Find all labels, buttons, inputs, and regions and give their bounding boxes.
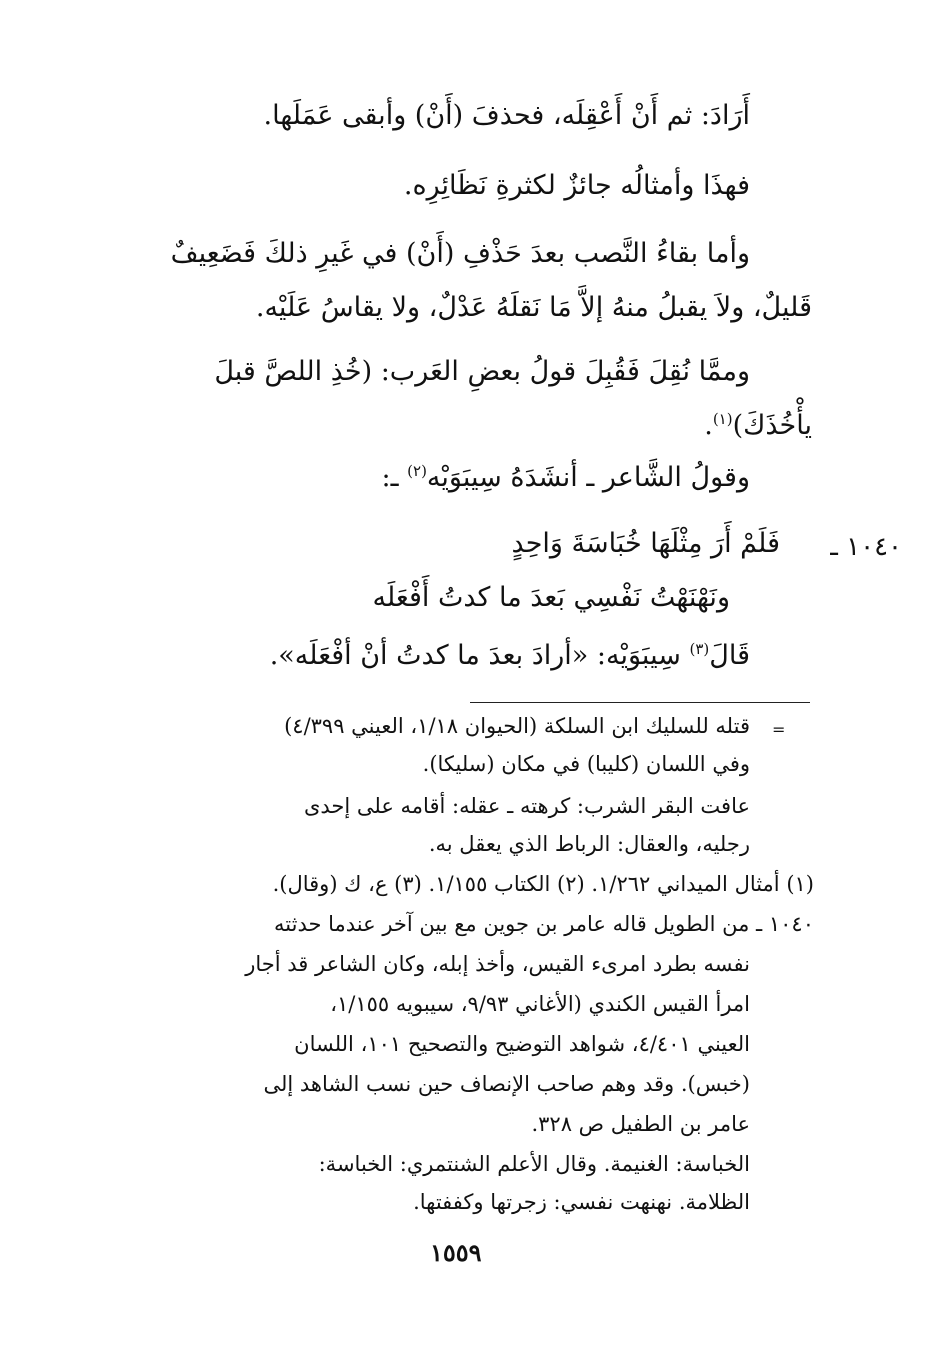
continuation-mark: = [772, 720, 786, 739]
main-line-quote-text: سِيبَوَيْه: «أرادَ بعدَ ما كدتُ أنْ أفْعَلَه». [269, 640, 681, 671]
main-line-5: وممَّا نُقِلَ فَقُبِلَ قولُ بعضِ العَرب: (خُذِ اللصَّ قبلَ [214, 356, 750, 387]
footnote-line-4: رجليه، والعقال: الرباط الذي يعقل به. [428, 832, 750, 856]
footnote-line-8: امرأ القيس الكندي (الأغاني ٩/٩٣، سيبويه ١/١٥٥، [330, 992, 750, 1016]
footnote-line-5: (١) أمثال الميداني ١/٢٦٢. (٢) الكتاب ١/١٥٥. (٣) ع، ك (وقال). [272, 872, 814, 896]
main-line-quote [270, 640, 750, 671]
footnote-ref-2: (٢) [407, 462, 427, 480]
footnote-line-2: وفي اللسان (كليبا) في مكان (سليكا). [422, 752, 750, 776]
footnote-line-9: العيني ٤/٤٠١، شواهد التوضيح والتصحيح ١٠١، اللسان [294, 1032, 750, 1056]
main-line-1: أَرَادَ: ثم أَنْ أَعْقِلَه، فحذفَ (أَنْ) وأبقى عَمَلَها. [263, 100, 750, 131]
main-line-7-text: وقولُ الشَّاعر ـ أنشَدَهُ سِيبَوَيْه [426, 462, 750, 493]
main-line-2: فهذَا وأمثالُه جائزٌ لكثرةِ نَظَائِرِه. [403, 170, 750, 201]
main-line-6 [704, 410, 812, 441]
footnote-line-12: الخباسة: الغنيمة. وقال الأعلم الشنتمري: الخباسة: [318, 1152, 750, 1176]
verse-number: ١٠٤٠ ـ [830, 532, 902, 562]
footnote-separator [470, 702, 810, 703]
main-line-3: وأما بقاءُ النَّصب بعدَ حَذْفِ (أَنْ) في غَيرِ ذلكَ فَضَعِيفٌ [170, 238, 750, 269]
verse-hemistich-2: ونَهْنَهْتُ نَفْسِي بَعدَ ما كدتُ أَفْعَلَه [372, 582, 730, 613]
footnote-line-7: نفسه بطرد امرىء القيس، وأخذ إبله، وكان الشاعر قد أجار [245, 952, 750, 976]
footnote-line-13: الظلامة. نهنهت نفسي: زجرتها وكففتها. [413, 1190, 750, 1214]
footnote-ref-1: (١) [712, 410, 733, 428]
main-line-6-tail: . [704, 410, 713, 441]
footnote-ref-3: (٣) [689, 640, 710, 658]
page-number: ١٥٥٩ [430, 1238, 482, 1267]
footnote-line-1: قتله للسليك ابن السلكة (الحيوان ١/١٨، العيني ٤/٣٩٩) [284, 714, 750, 738]
verse-hemistich-1: فَلَمْ أَرَ مِثْلَهَا خُبَاسَةَ وَاحِدٍ [511, 528, 780, 559]
main-line-6-text: يأْخُذَكَ) [732, 410, 812, 441]
footnote-line-3: عافت البقر الشرب: كرهته ـ عقله: أقامه على إحدى [303, 794, 750, 818]
main-line-4: قَليلٌ، ولاَ يقبلُ منهُ إلاَّ مَا نَقلَهُ عَدْلٌ، ولا يقاسُ عَلَيْه. [255, 292, 812, 323]
main-line-quote-said: قَالَ [709, 640, 750, 671]
footnote-line-6: ١٠٤٠ ـ من الطويل قاله عامر بن جوين مع بين آخر عندما حدثته [274, 912, 814, 936]
footnote-line-11: عامر بن الطفيل ص ٣٢٨. [531, 1112, 750, 1136]
main-line-7-tail: ـ: [381, 462, 399, 493]
footnote-line-10: (خبس). وقد وهم صاحب الإنصاف حين نسب الشاهد إلى [263, 1072, 750, 1096]
main-line-7 [382, 462, 750, 493]
